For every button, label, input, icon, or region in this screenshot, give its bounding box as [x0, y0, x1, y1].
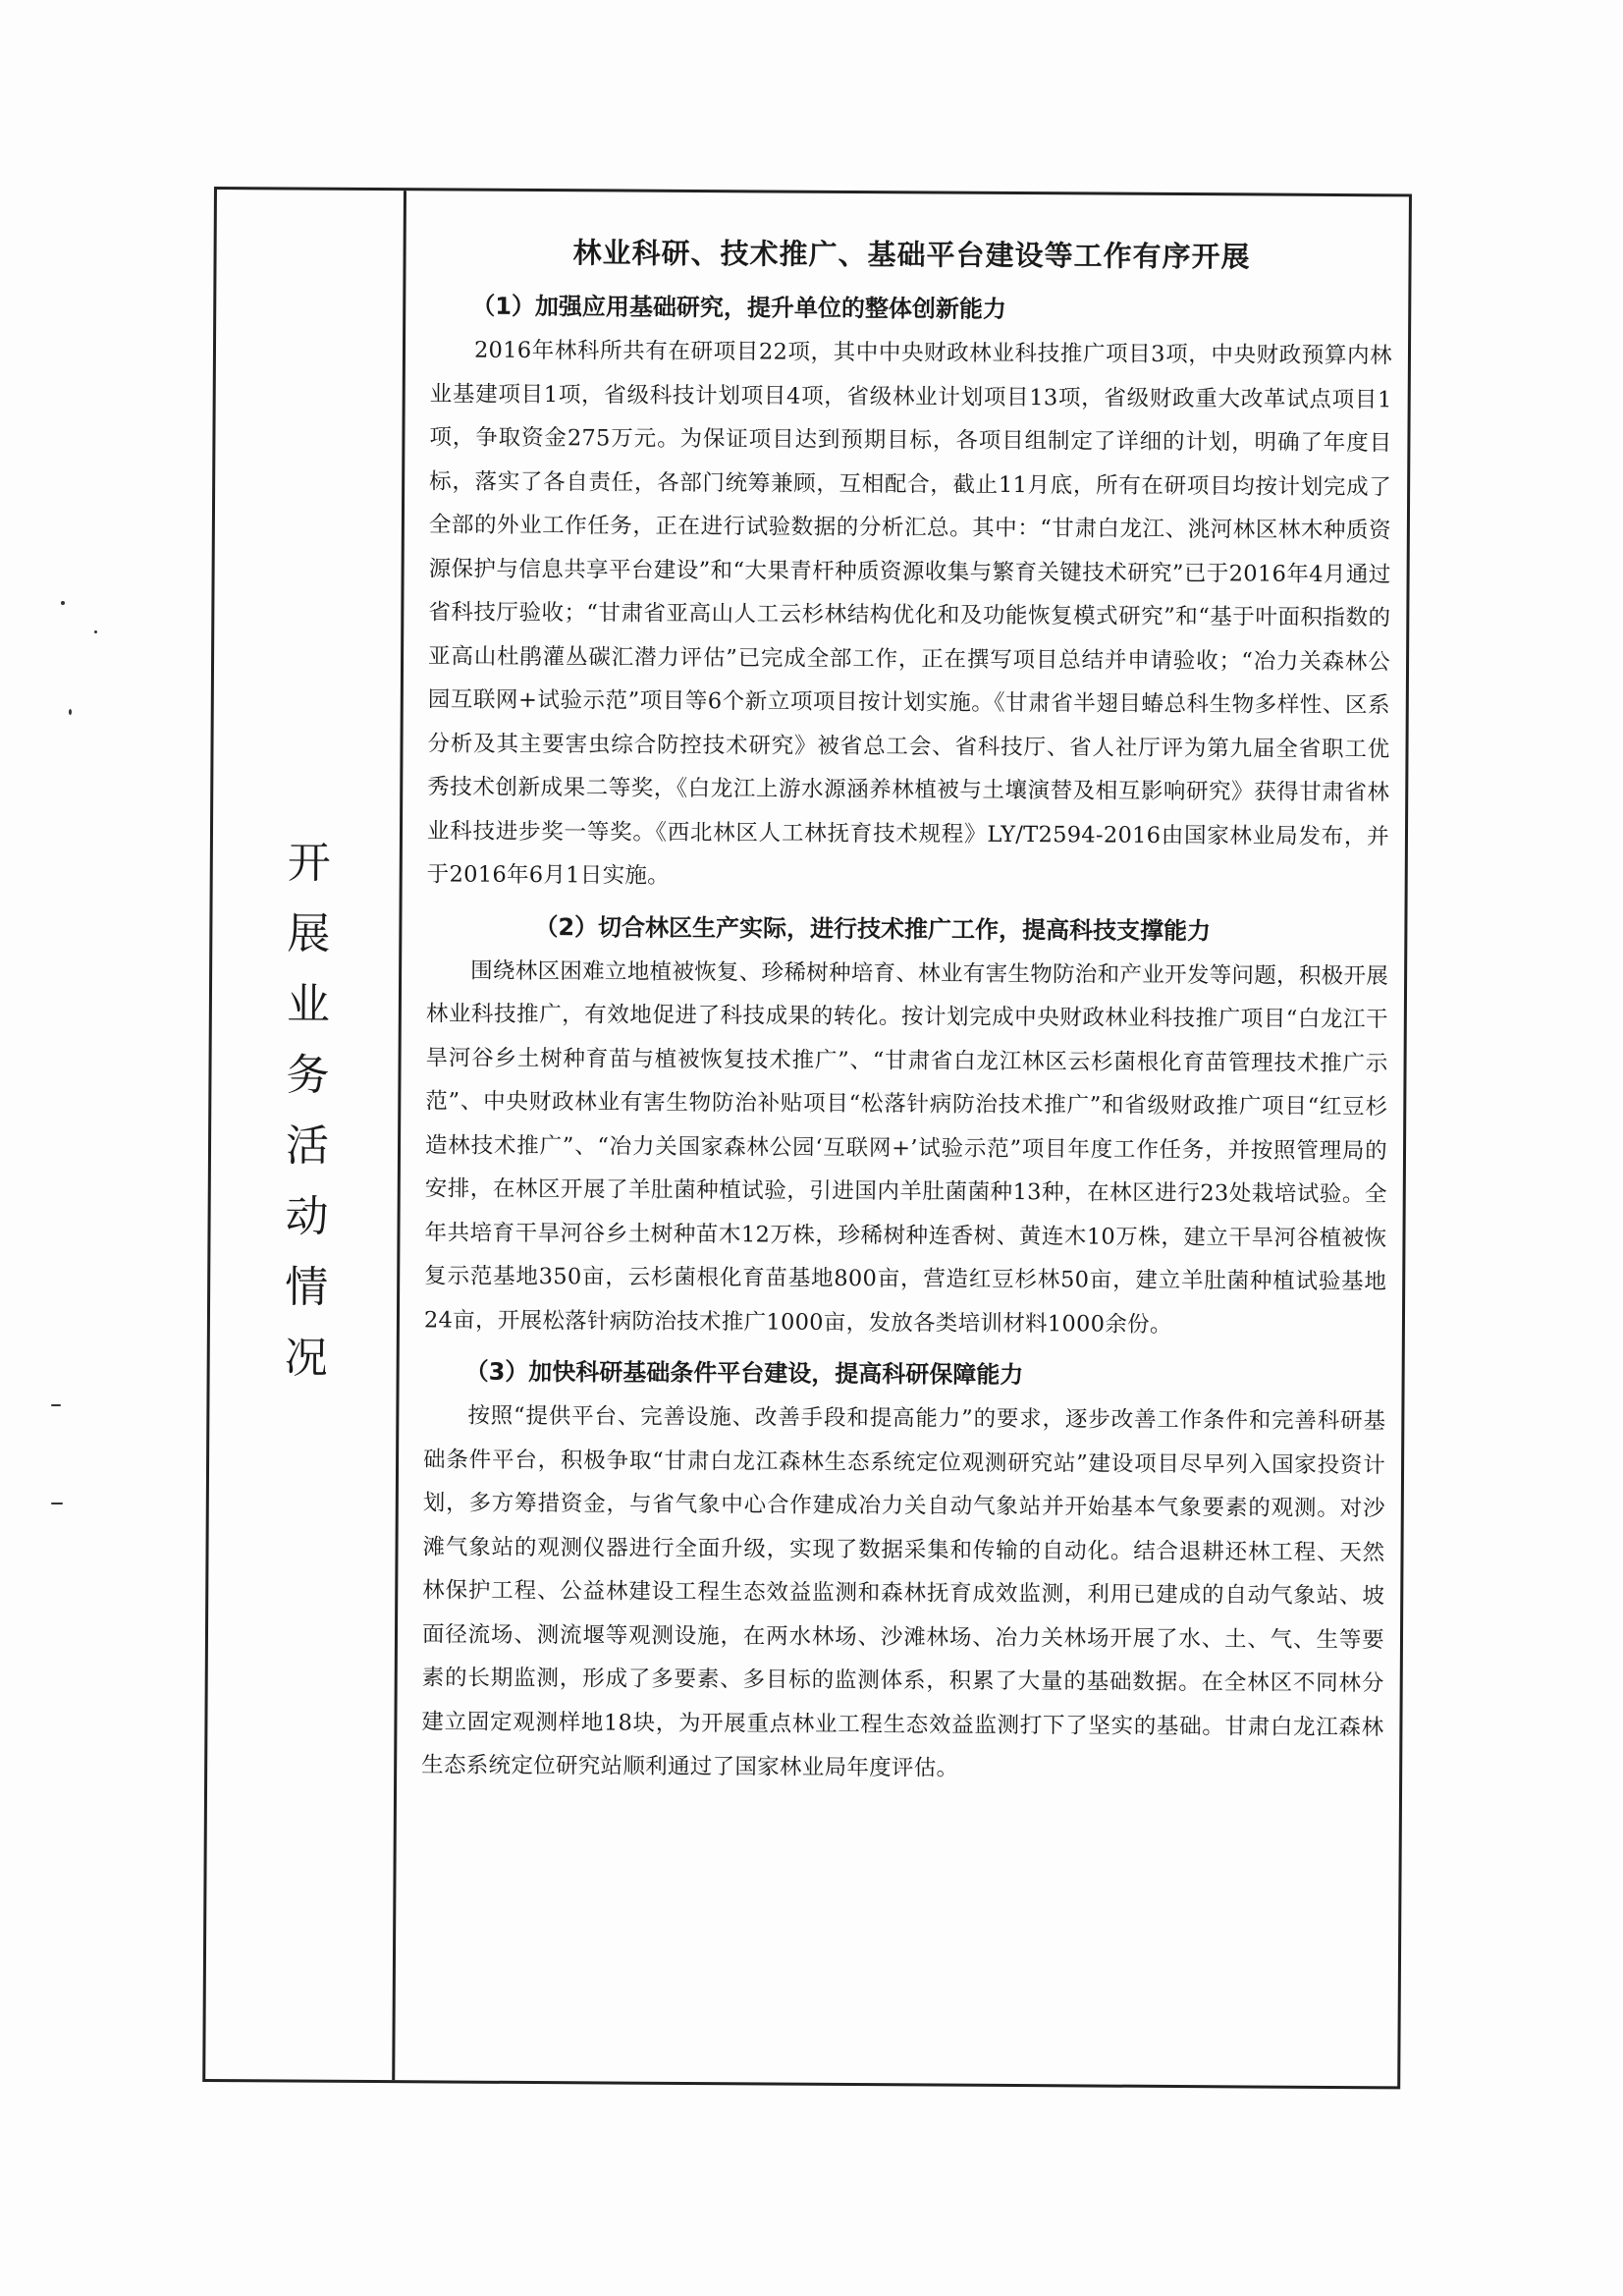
subsection-body-2: 围绕林区困难立地植被恢复、珍稀树种培育、林业有害生物防治和产业开发等问题，积极开展林业科技推广，有效地促进了科技成果的转化。按计划完成中央财政林业科技推广项目“白龙江干旱河谷乡土树种育苗与植被恢复技术推广”、“甘肃省白龙江林区云杉菌根化育苗管理技术推广示范”、中央财政林业有害生物防治补贴项目“松落针病防治技术推广”和省级财政推广项目“红豆杉造林技术推广”、“冶力关国家森林公园‘互联网+’试验示范”项目年度工作任务，并按照管理局的安排，在林区开展了羊肚菌种植试验，引进国内羊肚菌菌种13种，在林区进行23处栽培试验。全年共培育干旱河谷乡土树种苗木12万株，珍稀树种连香树、黄连木10万株，建立干旱河谷植被恢复示范基地350亩，云杉菌根化育苗基地800亩，营造红豆杉林50亩，建立羊肚菌种植试验基地24亩，开展松落针病防治技术推广1000亩，发放各类培训材料1000余份。: [423, 957, 1389, 1338]
scan-speck: [61, 601, 65, 605]
row-label-char: 展: [287, 908, 331, 959]
row-label-char: 务: [286, 1050, 330, 1101]
content-cell: [421, 212, 1393, 1802]
row-label: [278, 828, 337, 1394]
row-label-char: 况: [284, 1333, 328, 1384]
scan-speck: [69, 709, 72, 715]
row-label-char: 活: [285, 1121, 330, 1172]
row-label-char: 情: [284, 1262, 329, 1313]
row-label-char: 动: [285, 1191, 329, 1242]
subsection-heading-2: （2）切合林区生产实际，进行技术推广工作，提高科技支撑能力: [534, 912, 1212, 945]
subsection-body-1: 2016年林科所共有在研项目22项，其中中央财政林业科技推广项目3项，中央财政预算内林业基建项目1项，省级科技计划项目4项，省级林业计划项目13项，省级财政重大改革试点项目1项，争取资金275万元。为保证项目达到预期目标，各项目组制定了详细的计划，明确了年度目标，落实了各自责任，各部门统筹兼顾，互相配合，截止11月底，所有在研项目均按计划完成了全部的外业工作任务，正在进行试验数据的分析汇总。其中：“甘肃白龙江、洮河林区林木种质资源保护与信息共享平台建设”和“大果青杆种质资源收集与繁育关键技术研究”已于2016年4月通过省科技厅验收；“甘肃省亚高山人工云杉林结构优化和及功能恢复模式研究”和“基于叶面积指数的亚高山杜鹃灌丛碳汇潜力评估”已完成全部工作，正在撰写项目总结并申请验收；“冶力关森林公园互联网+试验示范”项目等6个新立项项目按计划实施。《甘肃省半翅目蝽总科生物多样性、区系分析及其主要害虫综合防控技术研究》被省总工会、省科技厅、省人社厅评为第九届全省职工优秀技术创新成果二等奖，《白龙江上游水源涵养林植被与土壤演替及相互影响研究》获得甘肃省林业科技进步奖一等奖。《西北林区人工林抚育技术规程》LY/T2594-2016由国家林业局发布，并于2016年6月1日实施。: [426, 337, 1393, 889]
label-column: [205, 190, 404, 2080]
subsection-heading-1: （1）加强应用基础研究，提升单位的整体创新能力: [471, 292, 1007, 323]
scan-speck: [51, 1503, 63, 1504]
scan-speck: [94, 630, 97, 633]
row-label-char: 开: [287, 838, 331, 889]
row-label-char: 业: [286, 979, 331, 1030]
scan-speck: [51, 1404, 61, 1406]
subsection-heading-3: （3）加快科研基础条件平台建设，提高科研保障能力: [464, 1357, 1024, 1390]
subsection-body-3: 按照“提供平台、完善设施、改善手段和提高能力”的要求，逐步改善工作条件和完善科研基础条件平台，积极争取“甘肃白龙江森林生态系统定位观测研究站”建设项目尽早列入国家投资计划，多方筹措资金，与省气象中心合作建成冶力关自动气象站并开始基本气象要素的观测。对沙滩气象站的观测仪器进行全面升级，实现了数据采集和传输的自动化。结合退耕还林工程、天然林保护工程、公益林建设工程生态效益监测和森林抚育成效监测，利用已建成的自动气象站、坡面径流场、测流堰等观测设施，在两水林场、沙滩林场、冶力关林场开展了水、土、气、生等要素的长期监测，形成了多要素、多目标的监测体系，积累了大量的基础数据。在全林区不同林分建立固定观测样地18块，为开展重点林业工程生态效益监测打下了坚实的基础。甘肃白龙江森林生态系统定位研究站顺利通过了国家林业局年度评估。: [421, 1402, 1386, 1781]
form-table: [202, 187, 1412, 2089]
section-title: 林业科研、技术推广、基础平台建设等工作有序开展: [572, 236, 1251, 274]
